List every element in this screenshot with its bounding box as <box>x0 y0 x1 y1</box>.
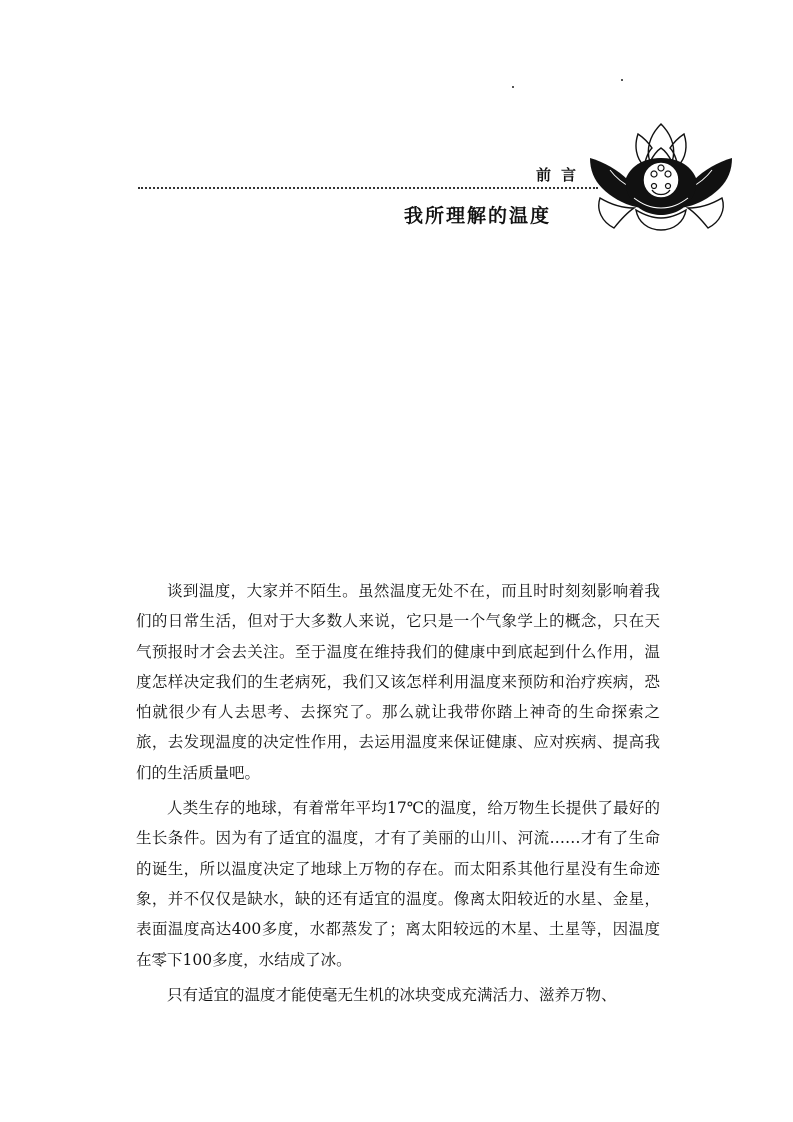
paragraph: 人类生存的地球，有着常年平均17℃的温度，给万物生长提供了最好的生长条件。因为有了适宜的温度，才有了美丽的山川、河流……才有了生命的诞生，所以温度决定了地球上万物的存在。而太阳系其他行星没有生命迹象，并不仅仅是缺水，缺的还有适宜的温度。像离太阳较近的水星、金星，表面温度高达400多度，水都蒸发了；离太阳较远的木星、土星等，因温度在零下100多度，水结成了冰。 <box>136 799 660 969</box>
paragraph: 谈到温度，大家并不陌生。虽然温度无处不在，而且时时刻刻影响着我们的日常生活，但对于大多数人来说，它只是一个气象学上的概念，只在天气预报时才会去关注。至于温度在维持我们的健康中到底起到什么作用，温度怎样决定我们的生老病死，我们又该怎样利用温度来预防和治疗疾病，恐怕就很少有人去思考、去探究了。那么就让我带你踏上神奇的生命探索之旅，去发现温度的决定性作用，去运用温度来保证健康、应对疾病、提高我们的生活质量吧。 <box>136 582 660 782</box>
paragraph: 只有适宜的温度才能使毫无生机的冰块变成充满活力、滋养万物、 <box>167 985 617 1004</box>
scan-speck <box>512 86 514 88</box>
lotus-icon <box>586 118 736 233</box>
chapter-header <box>0 0 793 260</box>
scan-speck <box>621 79 623 81</box>
dotted-divider <box>138 187 598 189</box>
chapter-title: 我所理解的温度 <box>404 205 552 227</box>
section-label: 前言 <box>536 166 587 184</box>
body-text <box>136 576 660 1015</box>
